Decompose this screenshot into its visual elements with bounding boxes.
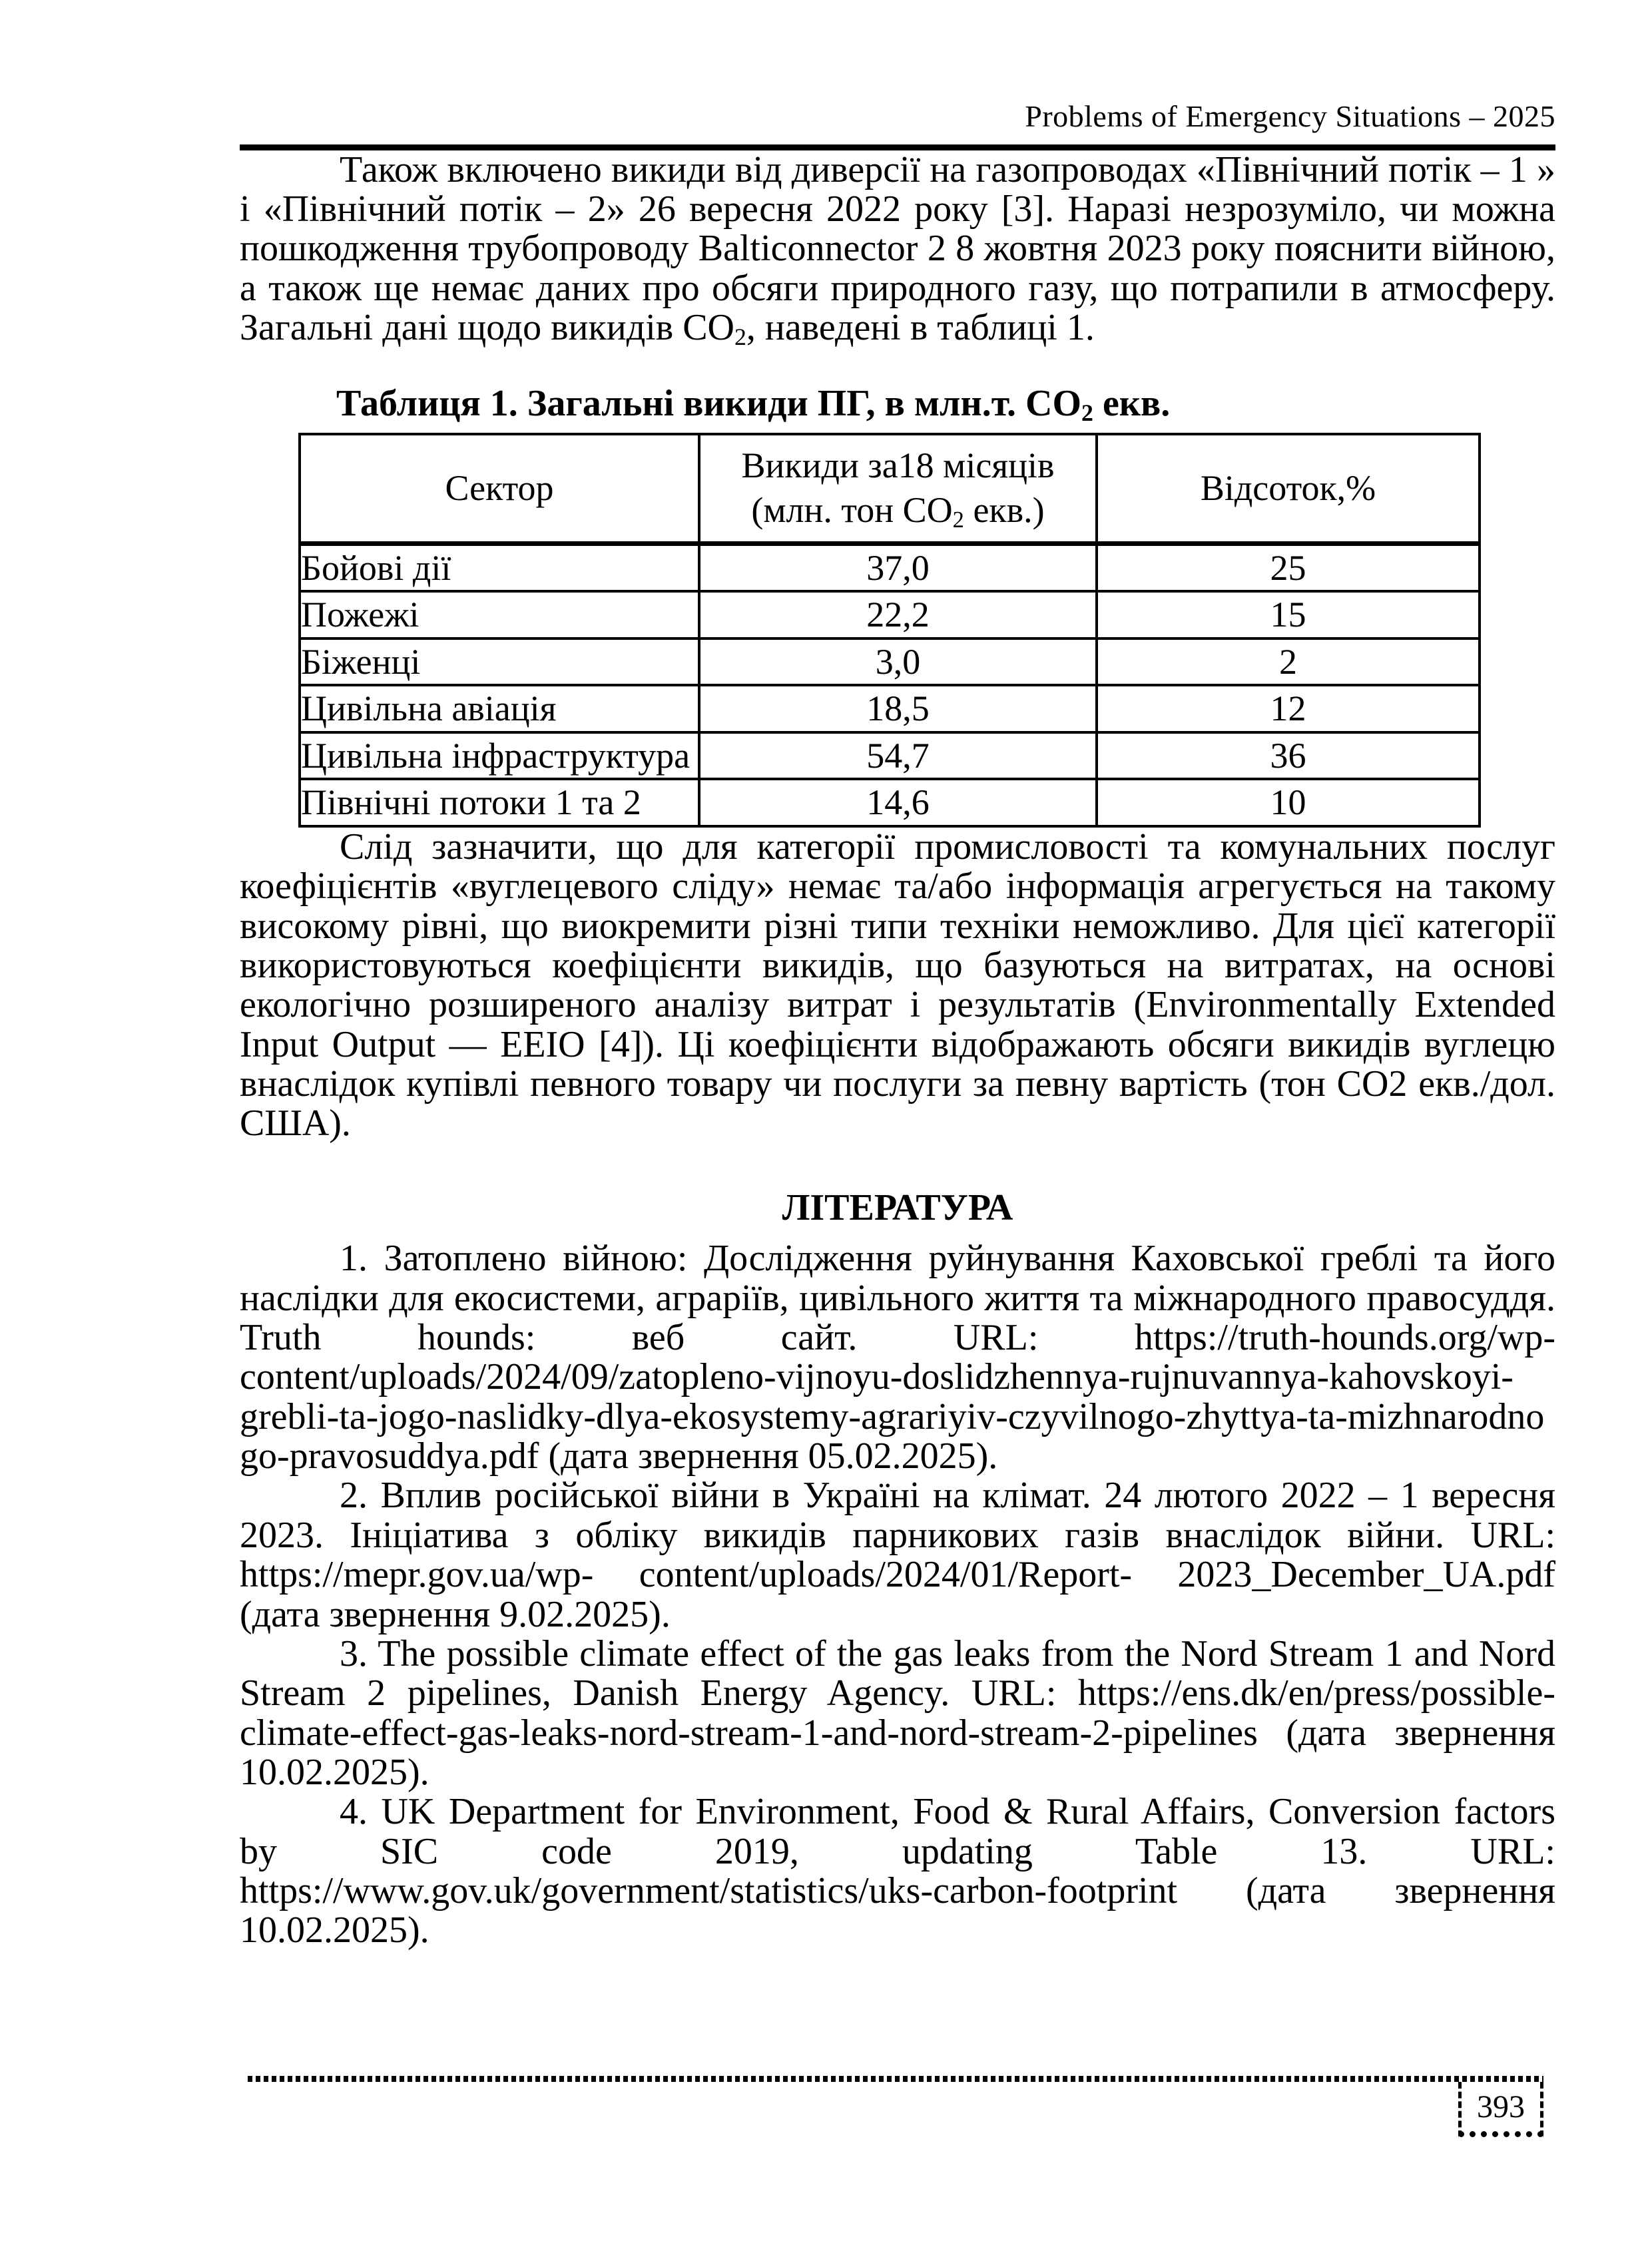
cell-sector: Північні потоки 1 та 2 <box>300 779 699 826</box>
cell-emissions: 37,0 <box>699 543 1097 591</box>
cell-percent: 36 <box>1097 732 1480 779</box>
reference-item-1: 1. Затоплено війною: Дослідження руйнування Каховської греблі та його наслідки для екосистеми, аграріїв, цивільного життя та міжнародного правосуддя. Truth hounds: веб сайт. URL: https://truth-hounds.org/wp-content/uploads/2024/09/zatopleno-vijnoyu-doslidzhennya-rujnuvannya-kahovskoyi-grebli-ta-jogo-naslidky-dlya-ekosystemy-agrariyiv-czyvilnogo-zhyttya-ta-mizhnarodno go-pravosuddya.pdf (дата звернення 05.02.2025). <box>240 1238 1555 1477</box>
cell-percent: 10 <box>1097 779 1480 826</box>
column-header-percent: Відсоток,% <box>1097 434 1480 544</box>
page-number-box <box>1458 2082 1543 2137</box>
running-header: Problems of Emergency Situations – 2025 <box>1025 99 1555 133</box>
cell-sector: Біженці <box>300 638 699 685</box>
page-number: 393 <box>1477 2089 1525 2124</box>
table-row <box>300 591 1480 638</box>
co2-subscript: 2 <box>1081 399 1093 427</box>
column-header-emissions <box>699 434 1097 544</box>
cell-sector: Цивільна авіація <box>300 685 699 732</box>
table-row <box>300 779 1480 826</box>
literature-heading: ЛІТЕРАТУРА <box>782 1186 1013 1228</box>
table-header-row <box>300 434 1480 544</box>
footer-dotted-rule <box>248 2076 1543 2082</box>
table-caption <box>336 383 1555 425</box>
table-row <box>300 685 1480 732</box>
cell-percent: 25 <box>1097 543 1480 591</box>
cell-sector: Бойові дії <box>300 543 699 591</box>
header-line: екв.) <box>964 490 1045 531</box>
cell-emissions: 14,6 <box>699 779 1097 826</box>
cell-percent: 2 <box>1097 638 1480 685</box>
emissions-table <box>298 433 1481 828</box>
paragraph-emissions-intro <box>240 150 1555 348</box>
header-line: Викиди за18 місяців <box>741 445 1055 485</box>
cell-percent: 12 <box>1097 685 1480 732</box>
table-row <box>300 638 1480 685</box>
caption-text: екв. <box>1093 383 1171 425</box>
column-header-sector: Сектор <box>300 434 699 544</box>
cell-emissions: 3,0 <box>699 638 1097 685</box>
reference-item-3: 3. The possible climate effect of the gas leaks from the Nord Stream 1 and Nord Stream 2 pipelines, Danish Energy Agency. URL: https://ens.dk/en/press/possible-climate-effect-gas-leaks-nord-stream-1-and-nord-stream-2-pipelines (дата звернення 10.02.2025). <box>240 1632 1555 1793</box>
paragraph-coefficients-note: Слід зазначити, що для категорії промисловості та комунальних послуг коефіцієнтів «вуглецевого сліду» немає та/або інформація агрегується на такому високому рівні, що виокремити різні типи техніки неможливо. Для цієї категорії використовуються коефіцієнти викидів, що базуються на витратах, на основі екологічно розширеного аналізу витрат і результатів (Environmentally Extended Input Output — ЕЕІО [4]). Ці коефіцієнти відображають обсяги викидів вуглецю внаслідок купівлі певного товару чи послуги за певну вартість (тон СО2 екв./дол. США). <box>240 826 1555 1144</box>
table-row <box>300 543 1480 591</box>
header-line: (млн. тон СО <box>751 490 953 531</box>
cell-emissions: 18,5 <box>699 685 1097 732</box>
table-row <box>300 732 1480 779</box>
reference-item-2: 2. Вплив російської війни в Україні на клімат. 24 лютого 2022 – 1 вересня 2023. Ініціатива з обліку викидів парникових газів внаслідок війни. URL: https://mepr.gov.ua/wp- content/uploads/2024/01/Report- 2023_December_UA.pdf (дата звернення 9.02.2025). <box>240 1475 1555 1635</box>
page-footer <box>248 2076 1543 2124</box>
cell-sector: Цивільна інфраструктура <box>300 732 699 779</box>
cell-sector: Пожежі <box>300 591 699 638</box>
caption-text: Таблиця 1. Загальні викиди ПГ, в млн.т. СО <box>336 383 1082 425</box>
cell-emissions: 54,7 <box>699 732 1097 779</box>
co2-subscript: 2 <box>734 323 746 350</box>
document-page <box>240 0 1555 1951</box>
reference-item-4: 4. UK Department for Environment, Food & Rural Affairs, Conversion factors by SIC code 2019, updating Table 13. URL: https://www.gov.uk/government/statistics/uks-carbon-footprint (дата звернення 10.02.2025). <box>240 1791 1555 1951</box>
paragraph-text: , наведені в таблиці 1. <box>746 307 1095 349</box>
cell-emissions: 22,2 <box>699 591 1097 638</box>
cell-percent: 15 <box>1097 591 1480 638</box>
co2-subscript: 2 <box>952 507 964 533</box>
paragraph-text: Також включено викиди від диверсії на газопроводах «Північний потік – 1 » і «Північний потік – 2» 26 вересня 2022 року [3]. Наразі незрозуміло, чи можна пошкодження трубопроводу Balticonnector 2 8 жовтня 2023 року пояснити війною, а також ще немає даних про обсяги природного газу, що потрапили в атмосферу. Загальні дані щодо викидів СО <box>240 148 1555 349</box>
